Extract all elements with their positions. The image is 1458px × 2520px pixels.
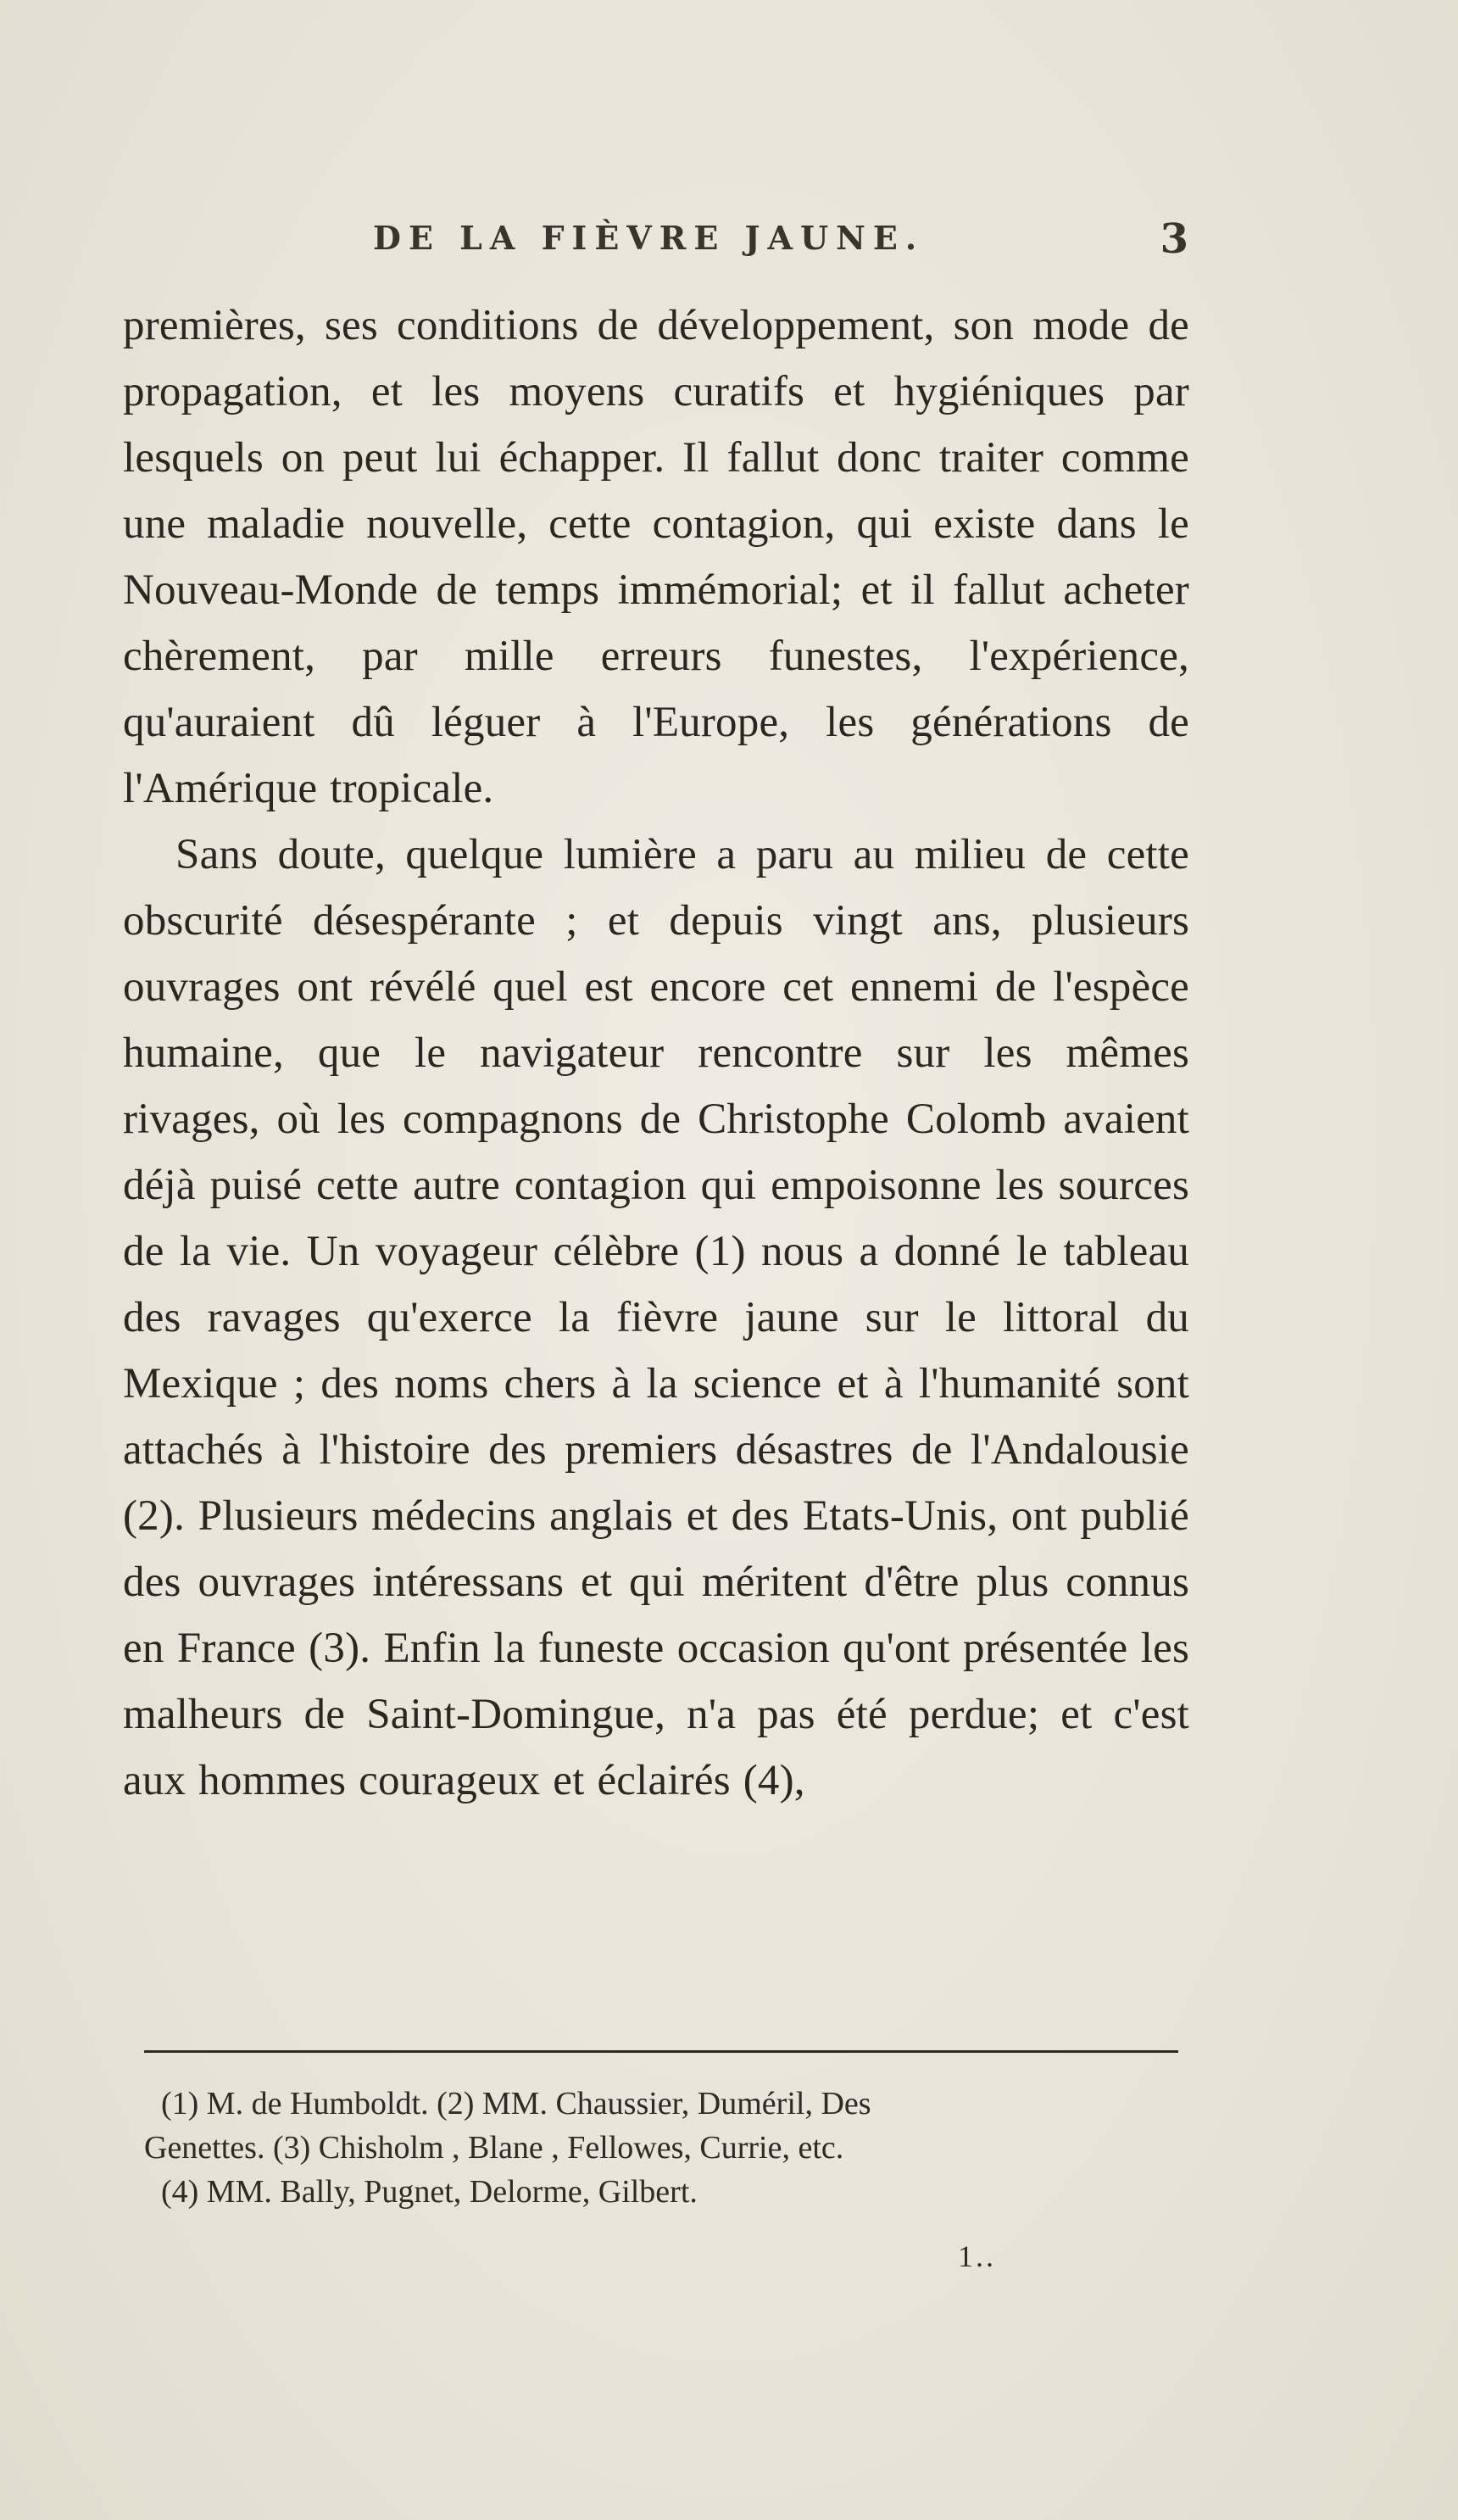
paragraph-2: Sans doute, quelque lumière a paru au milieu de cette obscurité désespérante ; et depuis vingt ans, plusieurs ouvrages ont révélé quel est encore cet ennemi de l'espèce humaine, que le navigateur rencontre sur les mêmes rivages, où les compagnons de Christophe Colomb avaient déjà puisé cette autre contagion qui empoisonne les sources de la vie. Un voyageur célèbre (1) nous a donné le tableau des ravages qu'exerce la fièvre jaune sur le littoral du Mexique ; des noms chers à la science et à l'humanité sont attachés à l'histoire des premiers désastres de l'Andalousie (2). Plusieurs médecins anglais et des Etats-Unis, ont publié des ouvrages intéressans et qui méritent d'être plus connus en France (3). Enfin la funeste occasion qu'ont présentée les malheurs de Saint-Domingue, n'a pas été perdue; et c'est aux hommes courageux et éclairés (4), — [123, 831, 1189, 1804]
paragraph-1: premières, ses conditions de développement, son mode de propagation, et les moyens curatifs et hygiéniques par lesquels on peut lui échapper. Il fallut donc traiter comme une maladie nouvelle, cette contagion, qui existe dans le Nouveau-Monde de temps immémorial; et il fallut acheter chèrement, par mille erreurs funestes, l'expérience, qu'auraient dû léguer à l'Europe, les générations de l'Amérique tropicale. — [123, 302, 1189, 812]
footnote-rule — [144, 2050, 1178, 2053]
footnote-line-3: (4) MM. Bally, Pugnet, Delorme, Gilbert. — [161, 2174, 698, 2210]
footnote-line-1: (1) M. de Humboldt. (2) MM. Chaussier, Duméril, Des — [161, 2086, 871, 2121]
running-head — [119, 215, 1188, 270]
signature-mark: 1.. — [958, 2239, 996, 2273]
footnotes — [144, 2082, 1204, 2214]
body-text — [123, 293, 1189, 1814]
page-number: 3 — [1160, 215, 1188, 263]
running-title: DE LA FIÈVRE JAUNE. — [373, 219, 925, 257]
footnote-line-2: Genettes. (3) Chisholm , Blane , Fellowes, Currie, etc. — [144, 2130, 844, 2166]
